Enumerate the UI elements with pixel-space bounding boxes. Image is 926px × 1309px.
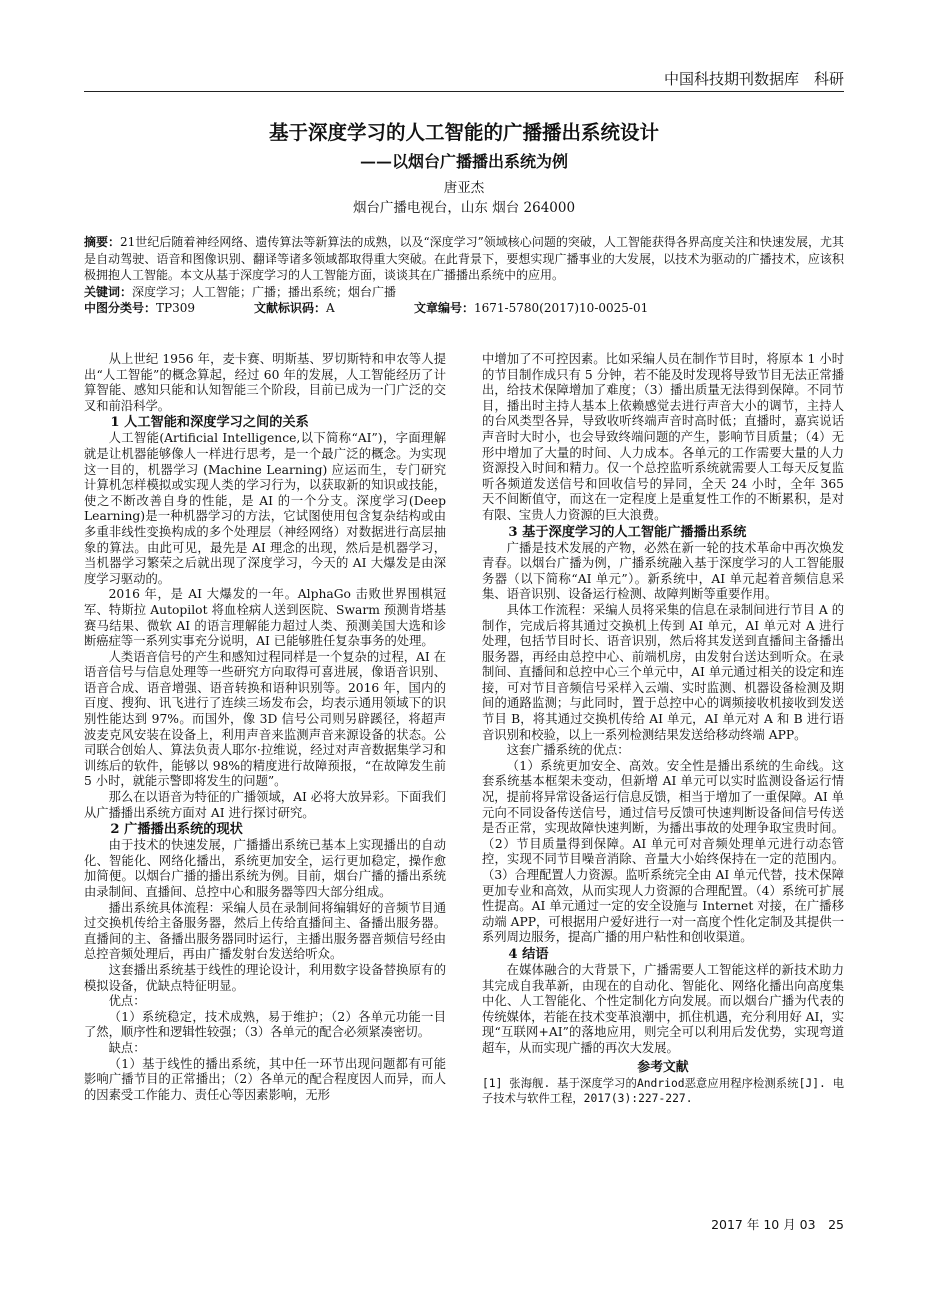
paragraph: 人工智能(Artificial Intelligence,以下简称“AI”)，字面理解就是让机器能够像人一样进行思考，是一个最广泛的概念。为实现这一目的，机器学习 (Machine Learning) 应运而生，专门研究计算机怎样模拟或实现人类的学习行为，以获取新的知识或技能，使之不断改善自身的性能，是 AI 的一个分支。深度学习(Deep Learning)是一种机器学习的方法，它试图使用包含复杂结构或由多重非线性变换构成的多个处理层（神经网络）对数据进行高层抽象的算法。由此可见，最先是 AI 理念的出现，然后是机器学习，当机器学习繁荣之后就出现了深度学习，今天的 AI 大爆发是由深度学习驱动的。 [84, 431, 446, 586]
keywords-text: 深度学习；人工智能；广播；播出系统；烟台广播 [132, 284, 397, 299]
paper-title: 基于深度学习的人工智能的广播播出系统设计 [268, 121, 659, 144]
article-id-value: 1671-5780(2017)10-0025-01 [474, 301, 649, 315]
paragraph: 播出系统具体流程：采编人员在录制间将编辑好的音频节目通过交换机传给主备服务器，然后上传给直播间主、备播出服务器。直播间的主、备播出服务器同时运行，主播出服务器音频信号经由总控音频处理后，再由广播发射台发送给听众。 [84, 900, 446, 962]
paragraph: 从上世纪 1956 年，麦卡赛、明斯基、罗切斯特和申农等人提出“人工智能”的概念算起，经过 60 年的发展，人工智能经历了计算智能、感知只能和认知智能三个阶段，目前已成为一门广泛的交叉和前沿科学。 [84, 352, 446, 413]
affiliation: 烟台广播电视台，山东 烟台 264000 [352, 200, 576, 216]
paragraph: 中增加了不可控因素。比如采编人员在制作节目时，将原本 1 小时的节目制作成只有 5 分钟，若不能及时发现将导致节目无法正常播出，给技术保障增加了难度；（3）播出质量无法得到保障。不同节目，播出时主持人基本上依赖感觉去进行声音大小的调节，主持人的台风类型各异，导致收听终端声音时高时低；直播时，嘉宾说话声音时大时小，也会导致终端问题的产生，影响节目质量；（4）无形中增加了大量的时间、人力成本。各单元的工作需要大量的人力资源投入时间和精力。仅一个总控监听系统就需要人工每天反复监听各频道发送信号和回收信号的异同，全天 24 小时，全年 365 天不间断值守，而这在一定程度上是重复性工作的不断累积，是对有限、宝贵人力资源的巨大浪费。 [482, 352, 844, 522]
paragraph: 缺点： [108, 1040, 146, 1055]
section-heading-4: 4 结语 [508, 946, 549, 962]
article-id-label: 文章编号： [414, 301, 475, 315]
right-column [482, 352, 844, 1106]
paragraph: 优点： [108, 994, 146, 1009]
clc-label: 中图分类号： [84, 301, 157, 315]
abstract [84, 234, 844, 284]
paragraph: 广播是技术发展的产物，必然在新一轮的技术革命中再次焕发青春。以烟台广播为例，广播系统融入基于深度学习的人工智能服务器（以下简称“AI 单元”）。新系统中，AI 单元起着音频信息采集、语音识别、设备运行检测、故障判断等重要作用。 [482, 540, 844, 602]
paragraph: 2016 年，是 AI 大爆发的一年。AlphaGo 击败世界围棋冠军、特斯拉 Autopilot 将血栓病人送到医院、Swarm 预测肯塔基赛马结果、微软 AI 的语言理解能力超过人类、预测美国大选和诊断癌症等一系列实事充分说明，AI 已能够胜任复杂事务的处理。 [84, 587, 446, 649]
doc-code-label: 文献标识码： [254, 301, 327, 315]
page-footer: 2017 年 10 月 03 25 [711, 1217, 844, 1232]
section-heading-2: 2 广播播出系统的现状 [110, 822, 243, 838]
abstract-label: 摘要： [84, 235, 121, 249]
paragraph: 人类语音信号的产生和感知过程同样是一个复杂的过程，AI 在语音信号与信息处理等一些研究方向取得可喜进展，像语音识别、语音合成、语音增强、语音转换和语种识别等。2016 年，国内的百度、搜狗、讯飞进行了连续三场发布会，均表示通用领域下的识别性能达到 97%。而国外，像 3D 信号公司则另辟蹊径，将超声波麦克风安装在设备上，利用声音来监测声音来源设备的状态。公司联合创始人、算法负责人耶尔·拉维说，经过对声音数据集学习和训练后的软件，能够以 98%的精度进行故障预报，“在故障发生前 5 小时，就能示警即将发生的问题”。 [84, 649, 446, 789]
keywords [84, 284, 844, 301]
paragraph: 那么在以语音为特征的广播领域，AI 必将大放异彩。下面我们从广播播出系统方面对 AI 进行探讨研究。 [84, 790, 446, 820]
paragraph: 具体工作流程：采编人员将采集的信息在录制间进行节目 A 的制作，完成后将其通过交换机上传到 AI 单元，AI 单元对 A 进行处理，包括节目时长、语音识别，然后将其发送到直播间主备播出服务器，再经由总控中心、前端机房，由发射台送达到听众。在录制间、直播间和总控中心三个单元中，AI 单元通过相关的设定和连接，可对节目音频信号采样入云端、实时监测、机器设备检测及期间的通路监测；与此同时，置于总控中心的调频接收机接收到发送节目 B，将其通过交换机传给 AI 单元，AI 单元对 A 和 B 进行语音识别和校验，以上一系列检测结果发送给移动终端 APP。 [482, 602, 844, 742]
paper-subtitle: ——以烟台广播播出系统为例 [359, 152, 568, 171]
clc-value: TP309 [156, 301, 195, 315]
paragraph: （1）基于线性的播出系统，其中任一环节出现问题都有可能影响广播节目的正常播出；（2）各单元的配合程度因人而异，而人的因素受工作能力、责任心等因素影响，无形 [84, 1056, 446, 1102]
section-heading-3: 3 基于深度学习的人工智能广播播出系统 [508, 524, 747, 540]
journal-header: 中国科技期刊数据库 科研 [663, 70, 844, 88]
paragraph: 由于技术的快速发展，广播播出系统已基本上实现播出的自动化、智能化、网络化播出，系统更加安全，运行更加稳定，操作愈加简便。以烟台广播的播出系统为例。目前，烟台广播的播出系统由录制间、直播间、总控中心和服务器等四大部分组成。 [84, 838, 446, 899]
abstract-block [84, 234, 844, 317]
author: 唐亚杰 [443, 180, 485, 196]
reference-item: [1] 张海舰. 基于深度学习的Andriod恶意应用程序检测系统[J]. 电子技术与软件工程，2017(3):227-227. [482, 1076, 844, 1105]
section-heading-1: 1 人工智能和深度学习之间的关系 [110, 415, 309, 431]
doc-code-value: A [326, 301, 335, 315]
abstract-text: 21世纪后随着神经网络、遗传算法等新算法的成熟，以及“深度学习”领域核心问题的突破，人工智能获得各界高度关注和快速发展，尤其是自动驾驶、语音和图像识别、翻译等诸多领域都取得重大突破。在此背景下，要想实现广播事业的大发展，以技术为驱动的广播技术，应该积极拥抱人工智能。本文从基于深度学习的人工智能方面，谈谈其在广播播出系统中的应用。 [84, 235, 844, 282]
paragraph: 在媒体融合的大背景下，广播需要人工智能这样的新技术助力其完成自我革新，由现在的自动化、智能化、网络化播出向高度集中化、人工智能化、个性定制化方向发展。而以烟台广播为代表的传统媒体，若能在技术变革浪潮中，抓住机遇，充分利用好 AI，实现“互联网+AI”的落地应用，则完全可以利用后发优势，实现弯道超车，从而实现广播的再次大发展。 [482, 962, 844, 1055]
paragraph: 这套播出系统基于线性的理论设计，利用数字设备替换原有的模拟设备，优缺点特征明显。 [84, 962, 446, 993]
left-column [84, 352, 446, 1103]
paragraph: 这套广播系统的优点： [506, 743, 630, 758]
references-title: 参考文献 [637, 1059, 689, 1075]
paragraph: （1）系统更加安全、高效。安全性是播出系统的生命线。这套系统基本框架未变动，但新增 AI 单元可以实时监测设备运行情况，提前将异常设备运行信息反馈，相当于增加了一重保障。AI 单元向不同设备传送信号，通过信号反馈可快速判断设备间信号传送是否正常，实现故障快速判断，为播出事故的处理争取宝贵时间。（2）节目质量得到保障。AI 单元可对音频处理单元进行动态管控，实现不同节目噪音消除、音量大小始终保持在一定的范围内。（3）合理配置人力资源。监听系统完全由 AI 单元代替，技术保障更加专业和高效，从而实现人力资源的合理配置。（4）系统可扩展性提高。AI 单元通过一定的安全设施与 Internet 对接，在广播移动端 APP，可根据用户爱好进行一对一高度个性化定制及其提供一系列周边服务，提高广播的用户粘性和创收渠道。 [482, 758, 844, 945]
keywords-label: 关键词： [84, 284, 133, 299]
header-rule [84, 91, 844, 92]
classification-line [84, 300, 844, 317]
paragraph: （1）系统稳定，技术成熟，易于维护；（2）各单元功能一目了然，顺序性和逻辑性较强；（3）各单元的配合必须紧凑密切。 [84, 1009, 446, 1040]
